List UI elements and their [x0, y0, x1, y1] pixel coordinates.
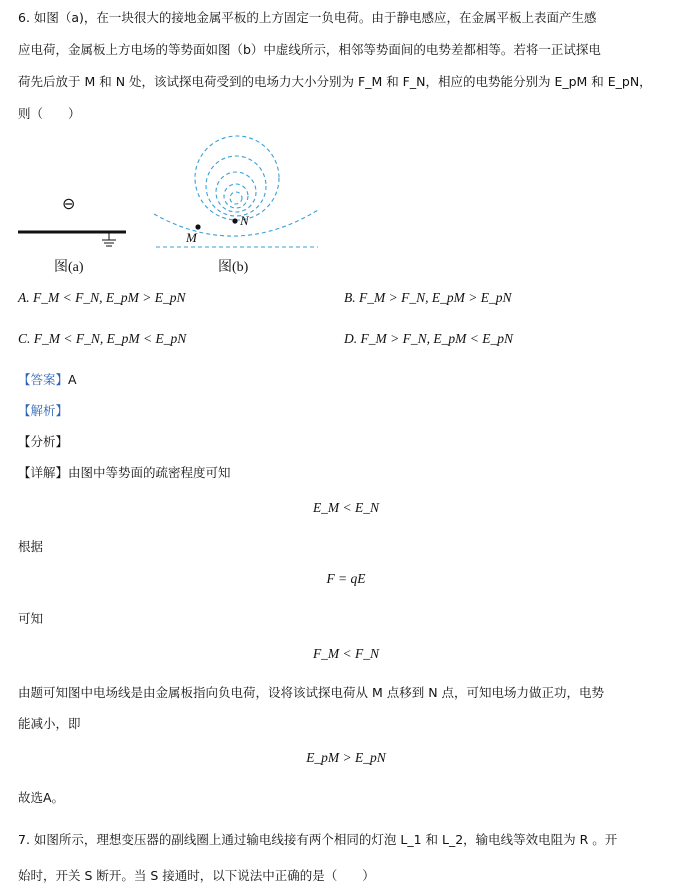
option-D: D. F_M > F_N, E_pM < E_pN — [344, 331, 513, 346]
genju-text: 根据 — [18, 539, 44, 554]
caption-figure-a: 图(a) — [54, 260, 84, 275]
option-A: A. F_M < F_N, E_pM > E_pN — [18, 290, 186, 305]
q7-line-1: 7. 如图所示，理想变压器的副线圈上通过输电线接有两个相同的灯泡 L_1 和 L_2，输电线等效电阻为 R 。开 — [18, 832, 618, 847]
negative-charge-symbol: ⊖ — [62, 196, 76, 213]
detail-text: 由图中等势面的疏密程度可知 — [68, 465, 231, 480]
q6-line-2: 应电荷，金属板上方电场的等势面如图（b）中虚线所示，相邻等势面间的电势差都相等。若将一正试探电 — [18, 42, 601, 57]
kezhi-text: 可知 — [18, 611, 44, 626]
equation-2: F = qE — [326, 571, 366, 586]
equipotential-circle-1 — [195, 136, 279, 220]
q7-line-2: 始时，开关 S 断开。当 S 接通时，以下说法中正确的是（ ） — [18, 868, 375, 883]
fenxi-heading: 【分析】 — [18, 434, 69, 449]
caption-figure-b: 图(b) — [218, 260, 249, 275]
equation-1: E_M < E_N — [312, 500, 380, 515]
option-B: B. F_M > F_N, E_pM > E_pN — [344, 290, 512, 305]
equipotential-circle-2 — [206, 156, 266, 216]
label-M: M — [186, 230, 197, 245]
option-C: C. F_M < F_N, E_pM < E_pN — [18, 331, 187, 346]
q6-line-4: 则（ ） — [18, 106, 81, 121]
q6-line-1: 6. 如图（a)，在一块很大的接地金属平板的上方固定一负电荷。由于静电感应，在金属平板上表面产生感 — [18, 10, 597, 25]
q6-line-3: 荷先后放于 M 和 N 处，该试探电荷受到的电场力大小分别为 F_M 和 F_N，相应的电势能分别为 E_pM 和 E_pN， — [18, 74, 652, 89]
label-N: N — [240, 213, 249, 228]
analysis-para-2: 能减小，即 — [18, 716, 81, 731]
answer-label: 【答案】 — [18, 372, 69, 387]
grounded-plate-figure — [14, 222, 134, 258]
equipotential-figure — [150, 126, 330, 251]
equation-3: F_M < F_N — [312, 646, 380, 661]
equipotential-circle-3 — [216, 172, 256, 212]
equation-4: E_pM > E_pN — [306, 750, 386, 765]
point-M — [195, 224, 200, 229]
answer-value: A — [68, 372, 77, 387]
equipotential-circle-5 — [230, 192, 242, 204]
answer — [18, 370, 77, 388]
analysis-para-1: 由题可知图中电场线是由金属板指向负电荷，设将该试探电荷从 M 点移到 N 点，可知电场力做正功，电势 — [18, 685, 605, 700]
detail-label: 【详解】 — [18, 465, 69, 480]
conclusion: 故选A。 — [18, 790, 65, 805]
jiexi-heading: 【解析】 — [18, 403, 69, 418]
point-N — [232, 218, 237, 223]
detail-line — [18, 463, 231, 481]
